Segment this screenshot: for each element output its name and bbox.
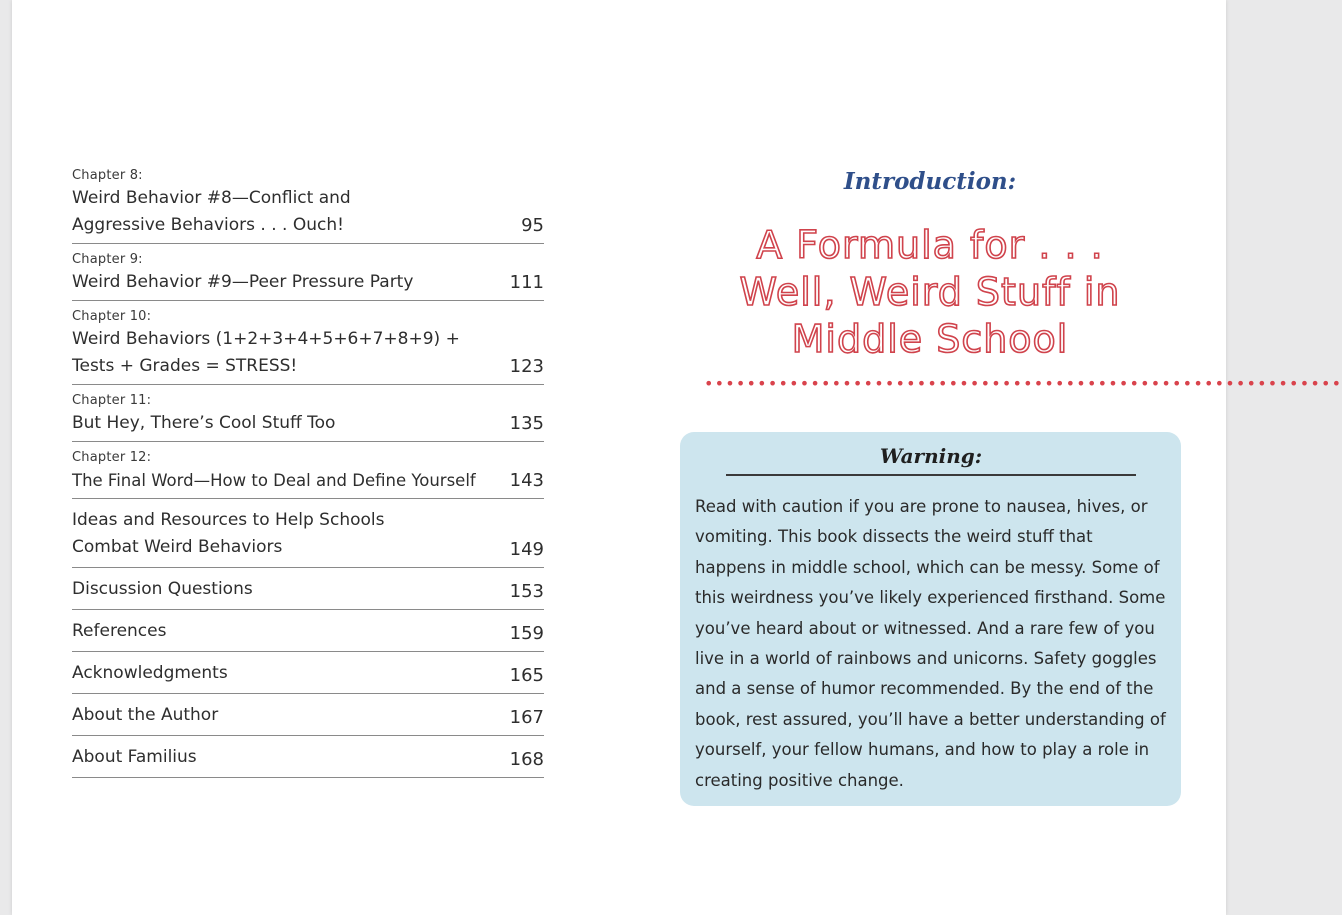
- chapter-title: A Formula for . . . Well, Weird Stuff in Middle School: [739, 223, 1121, 361]
- introduction-label: Introduction:: [843, 168, 1017, 195]
- toc-chapter-number: Chapter 9:: [72, 252, 143, 267]
- toc-page-number: 167: [509, 707, 544, 728]
- warning-box: [680, 432, 1181, 806]
- toc-title: About Familius: [72, 747, 197, 767]
- toc-chapter-number: Chapter 10:: [72, 309, 152, 324]
- toc-entry[interactable]: [72, 244, 544, 301]
- toc-title: References: [72, 621, 167, 641]
- toc-entry[interactable]: [72, 499, 544, 568]
- toc-entry[interactable]: [72, 442, 544, 499]
- toc-title: Weird Behavior #9—Peer Pressure Party: [72, 272, 414, 292]
- toc-chapter-number: Chapter 11:: [72, 393, 152, 408]
- table-of-contents: [72, 160, 544, 778]
- toc-entry[interactable]: [72, 160, 544, 244]
- toc-page-number: 123: [509, 356, 544, 377]
- toc-entry[interactable]: [72, 610, 544, 652]
- toc-page-number: 168: [509, 749, 544, 770]
- warning-heading: Warning:: [726, 444, 1136, 476]
- toc-title: About the Author: [72, 705, 219, 725]
- dotted-divider: ••••••••••••••••••••••••••••••••••••••••••••••••••••••••••••: [704, 374, 1342, 393]
- toc-page-number: 135: [509, 413, 544, 434]
- toc-page-number: 143: [509, 470, 544, 491]
- toc-title: Discussion Questions: [72, 579, 253, 599]
- toc-title: But Hey, There’s Cool Stuff Too: [72, 413, 336, 433]
- toc-page-number: 95: [521, 215, 544, 236]
- toc-page-number: 165: [509, 665, 544, 686]
- toc-chapter-number: Chapter 12:: [72, 450, 152, 465]
- toc-entry[interactable]: [72, 736, 544, 778]
- toc-title: Weird Behavior #8—Conflict and Aggressive Behaviors . . . Ouch!: [72, 188, 351, 235]
- toc-entry[interactable]: [72, 652, 544, 694]
- toc-page-number: 149: [509, 539, 544, 560]
- toc-page-number: 153: [509, 581, 544, 602]
- toc-title: Ideas and Resources to Help Schools Combat Weird Behaviors: [72, 510, 385, 557]
- toc-title: The Final Word—How to Deal and Define Yourself: [72, 471, 476, 490]
- toc-entry[interactable]: [72, 301, 544, 385]
- toc-chapter-number: Chapter 8:: [72, 168, 143, 183]
- warning-body-text: Read with caution if you are prone to nausea, hives, or vomiting. This book dissects the weird stuff that happens in middle school, which can be messy. Some of this weirdness you’ve likely experienced firsthand. Some you’ve heard about or witnessed. And a rare few of you live in a world of rainbows and unicorns. Safety goggles and a sense of humor recommended. By the end of the book, rest assured, you’ll have a better understanding of yourself, your fellow humans, and how to play a role in creating positive change.: [695, 497, 1166, 790]
- toc-page-number: 159: [509, 623, 544, 644]
- toc-entry[interactable]: [72, 568, 544, 610]
- toc-title: Weird Behaviors (1+2+3+4+5+6+7+8+9) + Tests + Grades = STRESS!: [72, 329, 460, 376]
- toc-page-number: 111: [509, 272, 544, 293]
- toc-title: Acknowledgments: [72, 663, 228, 683]
- toc-entry[interactable]: [72, 385, 544, 442]
- toc-entry[interactable]: [72, 694, 544, 736]
- book-spread: [12, 0, 1342, 915]
